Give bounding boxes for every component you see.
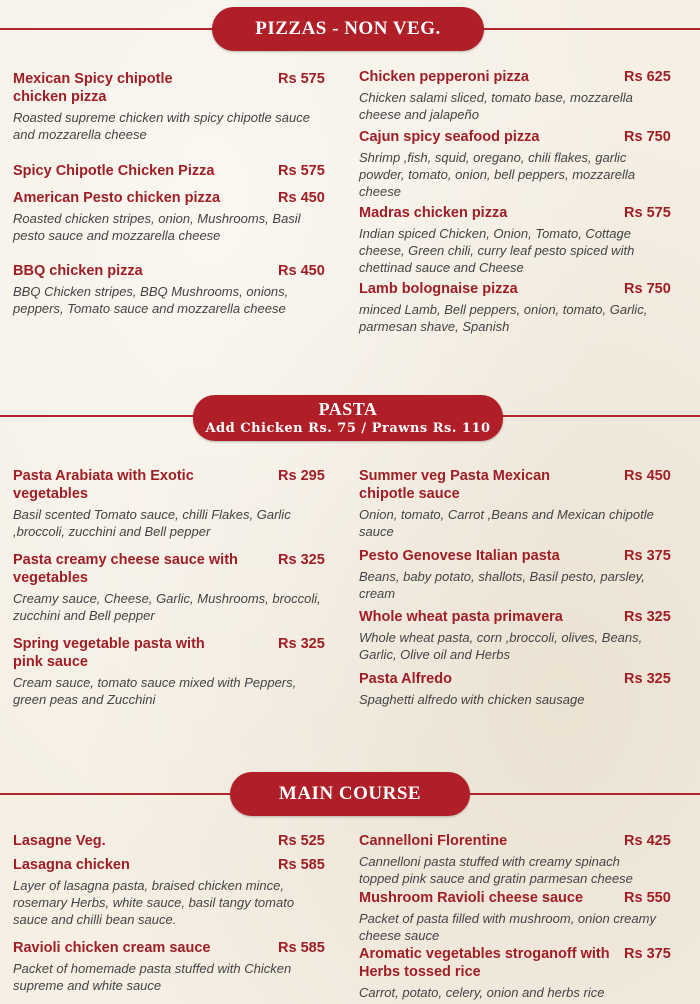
- item-name: Spicy Chipotle Chicken Pizza: [13, 163, 215, 179]
- item-name: Chicken pepperoni pizza: [359, 69, 529, 85]
- item-price: Rs 575: [624, 205, 671, 221]
- item-description: Cream sauce, tomato sauce mixed with Peppers,: [13, 675, 297, 690]
- item-name: Pasta Alfredo: [359, 671, 452, 687]
- item-price: Rs 585: [278, 940, 325, 956]
- item-price: Rs 325: [624, 609, 671, 625]
- item-description: cheese: [359, 184, 401, 199]
- item-description: Layer of lasagna pasta, braised chicken mince,: [13, 878, 284, 893]
- item-name: Pasta creamy cheese sauce with: [13, 552, 238, 568]
- item-price: Rs 375: [624, 548, 671, 564]
- item-description: zucchini and Bell pepper: [13, 608, 155, 623]
- item-name: Aromatic vegetables stroganoff with: [359, 946, 610, 962]
- pizzas-title: PIZZAS - NON VEG.: [255, 18, 441, 39]
- item-description: cheese, Green chili, curry leaf pesto spiced with: [359, 243, 635, 258]
- item-name: American Pesto chicken pizza: [13, 190, 221, 206]
- item-description: ,broccoli, zucchini and Bell pepper: [13, 524, 211, 539]
- item-price: Rs 375: [624, 946, 671, 962]
- item-price: Rs 525: [278, 833, 325, 849]
- item-description: Cannelloni pasta stuffed with creamy spinach: [359, 854, 620, 869]
- item-price: Rs 750: [624, 129, 671, 145]
- item-description: sauce and chilli bean sauce.: [13, 912, 177, 927]
- item-price: Rs 450: [278, 263, 325, 279]
- item-name: chicken pizza: [13, 89, 107, 105]
- item-price: Rs 550: [624, 890, 671, 906]
- item-description: Whole wheat pasta, corn ,broccoli, olives, Beans,: [359, 630, 643, 645]
- item-name: Summer veg Pasta Mexican: [359, 468, 551, 484]
- item-description: cheese sauce: [359, 928, 440, 943]
- item-description: Onion, tomato, Carrot ,Beans and Mexican chipotle: [359, 507, 654, 522]
- pasta-heading: [193, 395, 503, 441]
- item-description: Spaghetti alfredo with chicken sausage: [359, 692, 585, 707]
- item-price: Rs 575: [278, 163, 325, 179]
- item-name: Cannelloni Florentine: [359, 833, 508, 849]
- item-description: parmesan shave, Spanish: [359, 319, 510, 334]
- item-description: peppers, Tomato sauce and mozzarella cheese: [13, 301, 286, 316]
- item-name: Madras chicken pizza: [359, 205, 508, 221]
- item-name: Cajun spicy seafood pizza: [359, 129, 540, 145]
- item-name: Pesto Genovese Italian pasta: [359, 548, 560, 564]
- item-description: cream: [359, 586, 396, 601]
- item-price: Rs 325: [624, 671, 671, 687]
- item-description: chettinad sauce and Cheese: [359, 260, 524, 275]
- item-description: Roasted supreme chicken with spicy chipotle sauce: [13, 110, 310, 125]
- item-description: sauce: [359, 524, 394, 539]
- item-name: Herbs tossed rice: [359, 964, 481, 980]
- pizzas-heading: [212, 7, 484, 51]
- item-price: Rs 325: [278, 552, 325, 568]
- item-description: pesto sauce and mozzarella cheese: [13, 228, 221, 243]
- item-name: Lamb bolognaise pizza: [359, 281, 518, 297]
- item-description: and mozzarella cheese: [13, 127, 147, 142]
- item-description: minced Lamb, Bell peppers, onion, tomato, Garlic,: [359, 302, 648, 317]
- item-name: vegetables: [13, 570, 88, 586]
- item-description: cheese and jalapeño: [359, 107, 479, 122]
- main-course-title: MAIN COURSE: [278, 783, 422, 804]
- item-name: BBQ chicken pizza: [13, 263, 143, 279]
- item-description: Garlic, Olive oil and Herbs: [359, 647, 510, 662]
- item-description: BBQ Chicken stripes, BBQ Mushrooms, onions,: [13, 284, 289, 299]
- item-description: Creamy sauce, Cheese, Garlic, Mushrooms, broccoli,: [13, 591, 321, 606]
- item-price: Rs 295: [278, 468, 325, 484]
- item-description: rosemary Herbs, white sauce, basil tangy tomato: [13, 895, 295, 910]
- item-name: Mushroom Ravioli cheese sauce: [359, 890, 584, 906]
- item-price: Rs 450: [624, 468, 671, 484]
- item-price: Rs 325: [278, 636, 325, 652]
- item-description: Shrimp ,fish, squid, oregano, chili flakes, garlic: [359, 150, 627, 165]
- item-description: powder, tomato, onion, bell peppers, mozzarella: [359, 167, 636, 182]
- item-description: Beans, baby potato, shallots, Basil pesto, parsley,: [359, 569, 645, 584]
- item-price: Rs 575: [278, 71, 325, 87]
- pasta-title: PASTA: [318, 399, 378, 419]
- item-name: Whole wheat pasta primavera: [359, 609, 563, 625]
- item-description: Chicken salami sliced, tomato base, mozzarella: [359, 90, 633, 105]
- item-price: Rs 425: [624, 833, 671, 849]
- item-name: Lasagne Veg.: [13, 833, 106, 849]
- item-description: supreme and white sauce: [13, 978, 162, 993]
- item-name: chipotle sauce: [359, 486, 460, 502]
- item-description: Packet of pasta filled with mushroom, onion creamy: [359, 911, 656, 926]
- item-price: Rs 585: [278, 857, 325, 873]
- item-price: Rs 750: [624, 281, 671, 297]
- item-description: Packet of homemade pasta stuffed with Chicken: [13, 961, 292, 976]
- main-course-heading: [230, 772, 470, 816]
- item-description: Carrot, potato, celery, onion and herbs rice: [359, 985, 605, 1000]
- item-description: Roasted chicken stripes, onion, Mushrooms, Basil: [13, 211, 301, 226]
- item-name: Lasagna chicken: [13, 857, 130, 873]
- item-name: pink sauce: [13, 654, 88, 670]
- item-description: topped pink sauce and gratin parmesan cheese: [359, 871, 633, 886]
- item-price: Rs 625: [624, 69, 671, 85]
- item-name: Pasta Arabiata with Exotic: [13, 468, 194, 484]
- item-description: green peas and Zucchini: [13, 692, 156, 707]
- item-name: vegetables: [13, 486, 88, 502]
- item-price: Rs 450: [278, 190, 325, 206]
- item-name: Mexican Spicy chipotle: [13, 71, 173, 87]
- item-description: Indian spiced Chicken, Onion, Tomato, Cottage: [359, 226, 631, 241]
- pasta-subtitle: Add Chicken Rs. 75 / Prawns Rs. 110: [205, 421, 491, 436]
- item-name: Spring vegetable pasta with: [13, 636, 205, 652]
- item-description: Basil scented Tomato sauce, chilli Flakes, Garlic: [13, 507, 291, 522]
- item-name: Ravioli chicken cream sauce: [13, 940, 211, 956]
